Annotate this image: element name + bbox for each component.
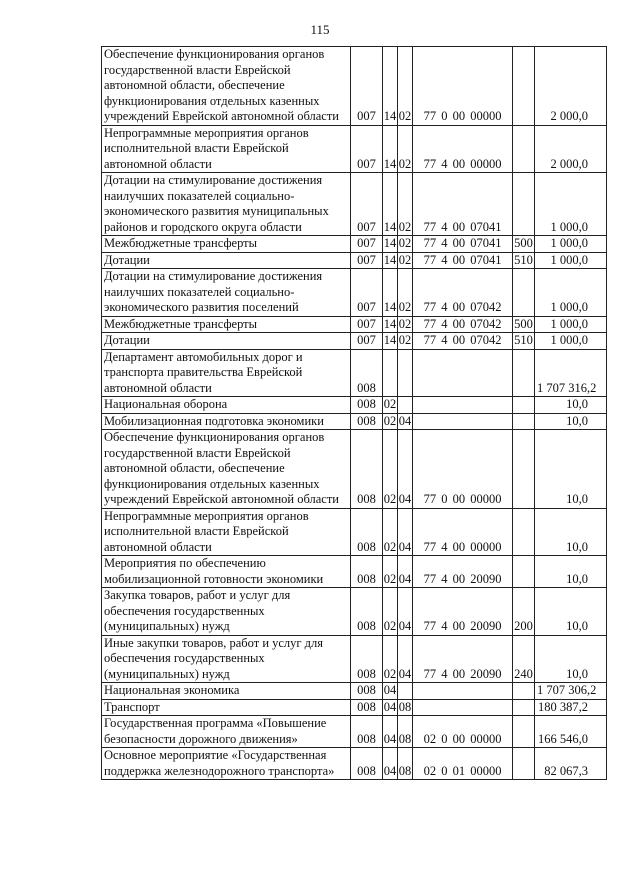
- section-code: 14: [383, 269, 398, 317]
- amount: 10,0: [535, 508, 607, 556]
- table-row: [102, 508, 607, 556]
- subsection-code: 02: [398, 316, 412, 331]
- expense-type-code: [513, 748, 535, 780]
- budget-table: [101, 46, 607, 780]
- target-code: [413, 683, 513, 700]
- section-code: 02: [383, 556, 398, 588]
- section-code: 14: [383, 252, 397, 267]
- subsection-code: 02: [398, 125, 413, 173]
- subsection-code: 08: [398, 699, 412, 714]
- expense-type-code: 510: [514, 333, 533, 347]
- amount: 10,0: [535, 397, 607, 414]
- row-name: Межбюджетные трансферты: [102, 316, 351, 333]
- target-code: [413, 413, 513, 430]
- amount: 1 000,0: [535, 333, 607, 350]
- target-code: 77 4 00 20090: [413, 588, 513, 636]
- amount: 1 707 316,2: [535, 349, 607, 397]
- ministry-code: 007: [351, 316, 383, 333]
- target-code: [413, 699, 513, 716]
- table-row: [102, 716, 607, 748]
- table-body: [102, 47, 607, 780]
- row-name: Основное мероприятие «Государственная поддержка железнодорожного транспорта»: [102, 748, 351, 780]
- expense-type-code: [513, 683, 535, 700]
- amount: 82 067,3: [535, 748, 607, 780]
- row-name: Закупка товаров, работ и услуг для обеспечения государственных (муниципальных) нужд: [102, 588, 351, 636]
- subsection-code: 02: [398, 47, 413, 126]
- amount: 166 546,0: [535, 716, 607, 748]
- table-row: [102, 635, 607, 683]
- section-code: 02: [383, 508, 398, 556]
- subsection-code: 04: [398, 430, 413, 509]
- target-code: 77 0 00 00000: [413, 47, 513, 126]
- ministry-code: 008: [351, 508, 383, 556]
- amount: 1 000,0: [535, 173, 607, 236]
- subsection-code: 04: [398, 588, 413, 636]
- ministry-code: 007: [351, 125, 383, 173]
- row-name: Национальная оборона: [102, 397, 351, 414]
- ministry-code: 008: [351, 635, 383, 683]
- expense-type-code: [513, 269, 535, 317]
- amount: 10,0: [535, 635, 607, 683]
- ministry-code: 008: [351, 413, 383, 430]
- target-code: 77 4 00 07042: [413, 316, 513, 333]
- section-code: 02: [383, 635, 398, 683]
- row-name: Непрограммные мероприятия органов исполнительной власти Еврейской автономной области: [102, 125, 351, 173]
- row-name: Транспорт: [102, 699, 351, 716]
- amount: 1 000,0: [535, 269, 607, 317]
- amount: 1 000,0: [535, 252, 607, 269]
- table-row: [102, 413, 607, 430]
- amount: 10,0: [535, 588, 607, 636]
- row-name: Государственная программа «Повышение безопасности дорожного движения»: [102, 716, 351, 748]
- ministry-code: 008: [351, 716, 383, 748]
- section-code: 04: [383, 748, 398, 780]
- subsection-code: 08: [398, 748, 413, 780]
- table-row: [102, 173, 607, 236]
- row-name: Мероприятия по обеспечению мобилизационной готовности экономики: [102, 556, 351, 588]
- table-row: [102, 269, 607, 317]
- expense-type-code: [513, 173, 535, 236]
- row-name: Дотации на стимулирование достижения наилучших показателей социально-экономического развития муниципальных районов и городского округа области: [102, 173, 351, 236]
- section-code: 14: [383, 236, 397, 250]
- ministry-code: 008: [351, 556, 383, 588]
- table-row: [102, 699, 607, 716]
- expense-type-code: [513, 397, 535, 414]
- table-row: [102, 316, 607, 333]
- expense-type-code: [513, 508, 535, 556]
- table-row: [102, 683, 607, 700]
- expense-type-code: [513, 413, 535, 430]
- amount: 2 000,0: [535, 47, 607, 126]
- section-code: 14: [383, 173, 398, 236]
- subsection-code: 08: [398, 716, 413, 748]
- table-row: [102, 252, 607, 269]
- row-name: Дотации на стимулирование достижения наилучших показателей социально-экономического развития поселений: [102, 269, 351, 317]
- section-code: 04: [383, 699, 397, 714]
- section-code: 02: [383, 588, 398, 636]
- subsection-code: [398, 397, 413, 414]
- table-row: [102, 349, 607, 397]
- section-code: 14: [383, 333, 397, 347]
- row-name: Непрограммные мероприятия органов исполнительной власти Еврейской автономной области: [102, 508, 351, 556]
- row-name: Дотации: [102, 333, 351, 350]
- ministry-code: 008: [351, 683, 383, 700]
- table-row: [102, 748, 607, 780]
- expense-type-code: [513, 349, 535, 397]
- expense-type-code: [513, 47, 535, 126]
- expense-type-code: 500: [514, 236, 533, 250]
- ministry-code: 007: [351, 173, 383, 236]
- subsection-code: [398, 683, 413, 700]
- expense-type-code: 510: [514, 252, 533, 267]
- ministry-code: 008: [351, 748, 383, 780]
- target-code: [413, 397, 513, 414]
- target-code: 77 4 00 07042: [413, 333, 513, 350]
- row-name: Иные закупки товаров, работ и услуг для обеспечения государственных (муниципальных) нужд: [102, 635, 351, 683]
- target-code: 02 0 00 00000: [413, 716, 513, 748]
- ministry-code: 007: [351, 333, 383, 350]
- subsection-code: [398, 349, 413, 397]
- section-code: 04: [383, 683, 397, 697]
- amount: 1 000,0: [535, 316, 607, 333]
- subsection-code: 02: [398, 236, 412, 250]
- expense-type-code: [513, 699, 535, 716]
- section-code: 02: [383, 397, 397, 411]
- subsection-code: 04: [398, 508, 413, 556]
- target-code: 77 4 00 20090: [413, 556, 513, 588]
- amount: 180 387,2: [535, 699, 607, 716]
- target-code: 77 4 00 07041: [413, 252, 513, 269]
- table-row: [102, 588, 607, 636]
- target-code: 77 4 00 07041: [413, 173, 513, 236]
- target-code: [413, 349, 513, 397]
- target-code: 77 4 00 07042: [413, 269, 513, 317]
- table-row: [102, 430, 607, 509]
- subsection-code: 02: [398, 173, 413, 236]
- table-row: [102, 236, 607, 253]
- expense-type-code: 240: [513, 635, 535, 683]
- target-code: 77 4 00 20090: [413, 635, 513, 683]
- target-code: 77 0 00 00000: [413, 430, 513, 509]
- subsection-code: 02: [398, 333, 412, 347]
- ministry-code: 008: [351, 349, 383, 397]
- target-code: 77 4 00 07041: [413, 236, 513, 253]
- section-code: 04: [383, 716, 398, 748]
- subsection-code: 04: [398, 556, 413, 588]
- ministry-code: 008: [351, 430, 383, 509]
- subsection-code: 04: [398, 413, 412, 428]
- row-name: Обеспечение функционирования органов государственной власти Еврейской автономной области, обеспечение функционирования отдельных казенных учреждений Еврейской автономной области: [102, 47, 351, 126]
- section-code: 14: [383, 316, 397, 331]
- row-name: Обеспечение функционирования органов государственной власти Еврейской автономной области, обеспечение функционирования отдельных казенных учреждений Еврейской автономной области: [102, 430, 351, 509]
- section-code: 14: [383, 47, 398, 126]
- expense-type-code: 200: [513, 588, 535, 636]
- expense-type-code: [513, 430, 535, 509]
- row-name: Дотации: [102, 252, 351, 269]
- expense-type-code: 500: [514, 316, 533, 331]
- expense-type-code: [513, 716, 535, 748]
- table-row: [102, 47, 607, 126]
- section-code: 02: [383, 413, 397, 428]
- amount: 1 707 306,2: [535, 683, 607, 700]
- table-row: [102, 125, 607, 173]
- table-row: [102, 333, 607, 350]
- target-code: 77 4 00 00000: [413, 508, 513, 556]
- ministry-code: 007: [351, 252, 383, 269]
- amount: 2 000,0: [535, 125, 607, 173]
- ministry-code: 008: [351, 588, 383, 636]
- section-code: 14: [383, 125, 398, 173]
- row-name: Национальная экономика: [102, 683, 351, 700]
- amount: 1 000,0: [535, 236, 607, 253]
- amount: 10,0: [535, 556, 607, 588]
- amount: 10,0: [535, 430, 607, 509]
- target-code: 02 0 01 00000: [413, 748, 513, 780]
- ministry-code: 007: [351, 47, 383, 126]
- ministry-code: 007: [351, 269, 383, 317]
- page-number: 115: [310, 22, 330, 37]
- section-code: [383, 349, 398, 397]
- subsection-code: 02: [398, 252, 412, 267]
- expense-type-code: [513, 125, 535, 173]
- expense-type-code: [513, 556, 535, 588]
- row-name: Департамент автомобильных дорог и транспорта правительства Еврейской автономной области: [102, 349, 351, 397]
- target-code: 77 4 00 00000: [413, 125, 513, 173]
- ministry-code: 007: [351, 236, 383, 253]
- row-name: Межбюджетные трансферты: [102, 236, 351, 253]
- amount: 10,0: [535, 413, 607, 430]
- section-code: 02: [383, 430, 398, 509]
- table-row: [102, 556, 607, 588]
- subsection-code: 04: [398, 635, 413, 683]
- row-name: Мобилизационная подготовка экономики: [102, 413, 351, 430]
- ministry-code: 008: [351, 397, 383, 414]
- ministry-code: 008: [351, 699, 383, 716]
- subsection-code: 02: [398, 269, 413, 317]
- table-row: [102, 397, 607, 414]
